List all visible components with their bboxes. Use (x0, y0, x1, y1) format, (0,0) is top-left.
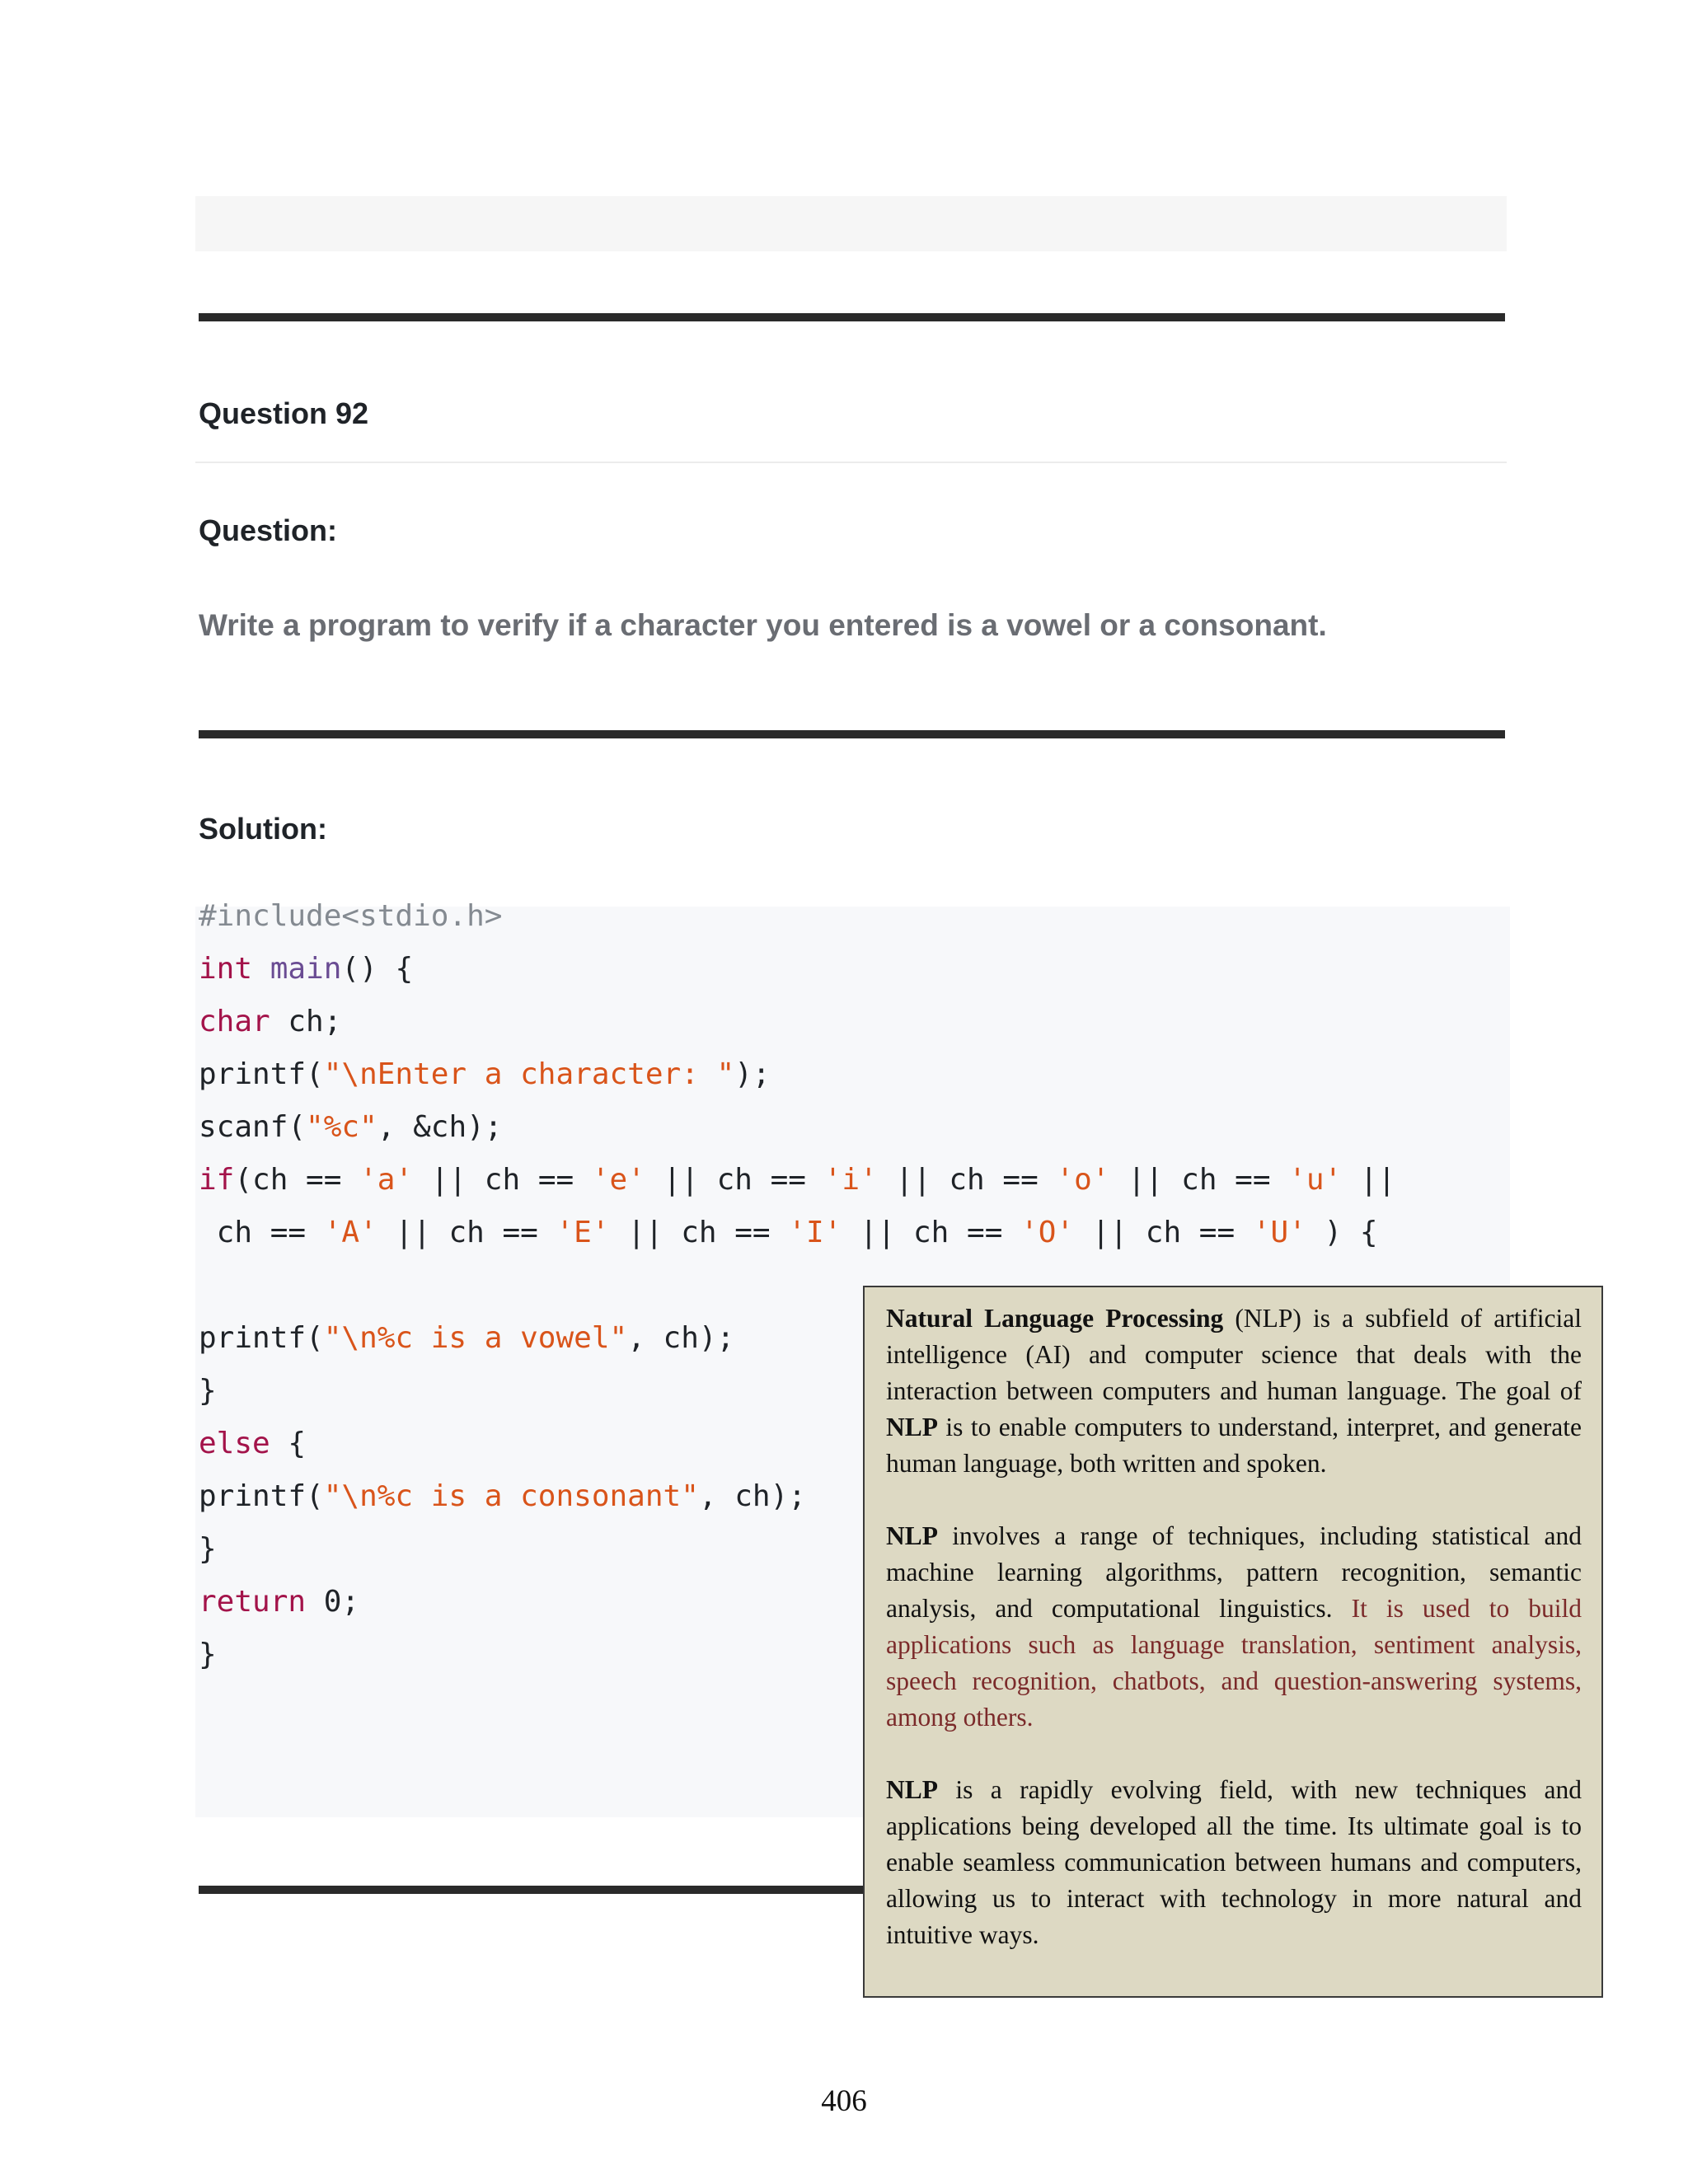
page-number: 406 (821, 2084, 867, 2118)
code-line-11: else { (199, 1427, 307, 1460)
top-gray-bar (195, 196, 1507, 251)
code-line-2: int main() { (199, 952, 414, 986)
code-line-6: if(ch == 'a' || ch == 'e' || ch == 'i' || ch == 'o' || ch == 'u' || (199, 1163, 1396, 1197)
code-line-15: } (199, 1638, 217, 1671)
question-label: Question: (199, 513, 337, 547)
code-line-12: printf("\n%c is a consonant", ch); (199, 1479, 806, 1513)
nlp-info-box (863, 1286, 1603, 1998)
question-number-heading: Question 92 (199, 396, 369, 430)
code-line-1: #include<stdio.h> (199, 899, 503, 933)
divider-top (199, 313, 1505, 321)
question-text: Write a program to verify if a character you entered is a vowel or a consonant. (199, 608, 1327, 642)
nlp-paragraph-2: NLP involves a range of techniques, including statistical and machine learning algorithms, pattern recognition, semantic analysis, and computational linguistics. It is used to build applications such as language translation, sentiment analysis, speech recognition, chatbots, and question-answering systems, among others. (886, 1521, 1582, 1732)
code-line-9: printf("\n%c is a vowel", ch); (199, 1321, 735, 1355)
code-line-7: ch == 'A' || ch == 'E' || ch == 'I' || ch == 'O' || ch == 'U' ) { (199, 1216, 1378, 1249)
code-line-5: scanf("%c", &ch); (199, 1110, 503, 1144)
code-line-10: } (199, 1374, 217, 1408)
code-line-14: return 0; (199, 1585, 360, 1619)
nlp-paragraph-3: NLP is a rapidly evolving field, with new techniques and applications being developed all the time. Its ultimate goal is to enable seamless communication between humans and computers, allowing us to interact with technology in more natural and intuitive ways. (886, 1775, 1582, 1949)
code-line-4: printf("\nEnter a character: "); (199, 1057, 771, 1091)
divider-middle (199, 730, 1505, 738)
code-line-3: char ch; (199, 1005, 342, 1038)
divider-thin (195, 462, 1507, 463)
solution-label: Solution: (199, 812, 327, 846)
code-line-13: } (199, 1532, 217, 1566)
nlp-paragraph-1: Natural Language Processing (NLP) is a subfield of artificial intelligence (AI) and computer science that deals with the interaction between computers and human language. The goal of NLP is to enable computers to understand, interpret, and generate human language, both written and spoken. (886, 1304, 1582, 1478)
